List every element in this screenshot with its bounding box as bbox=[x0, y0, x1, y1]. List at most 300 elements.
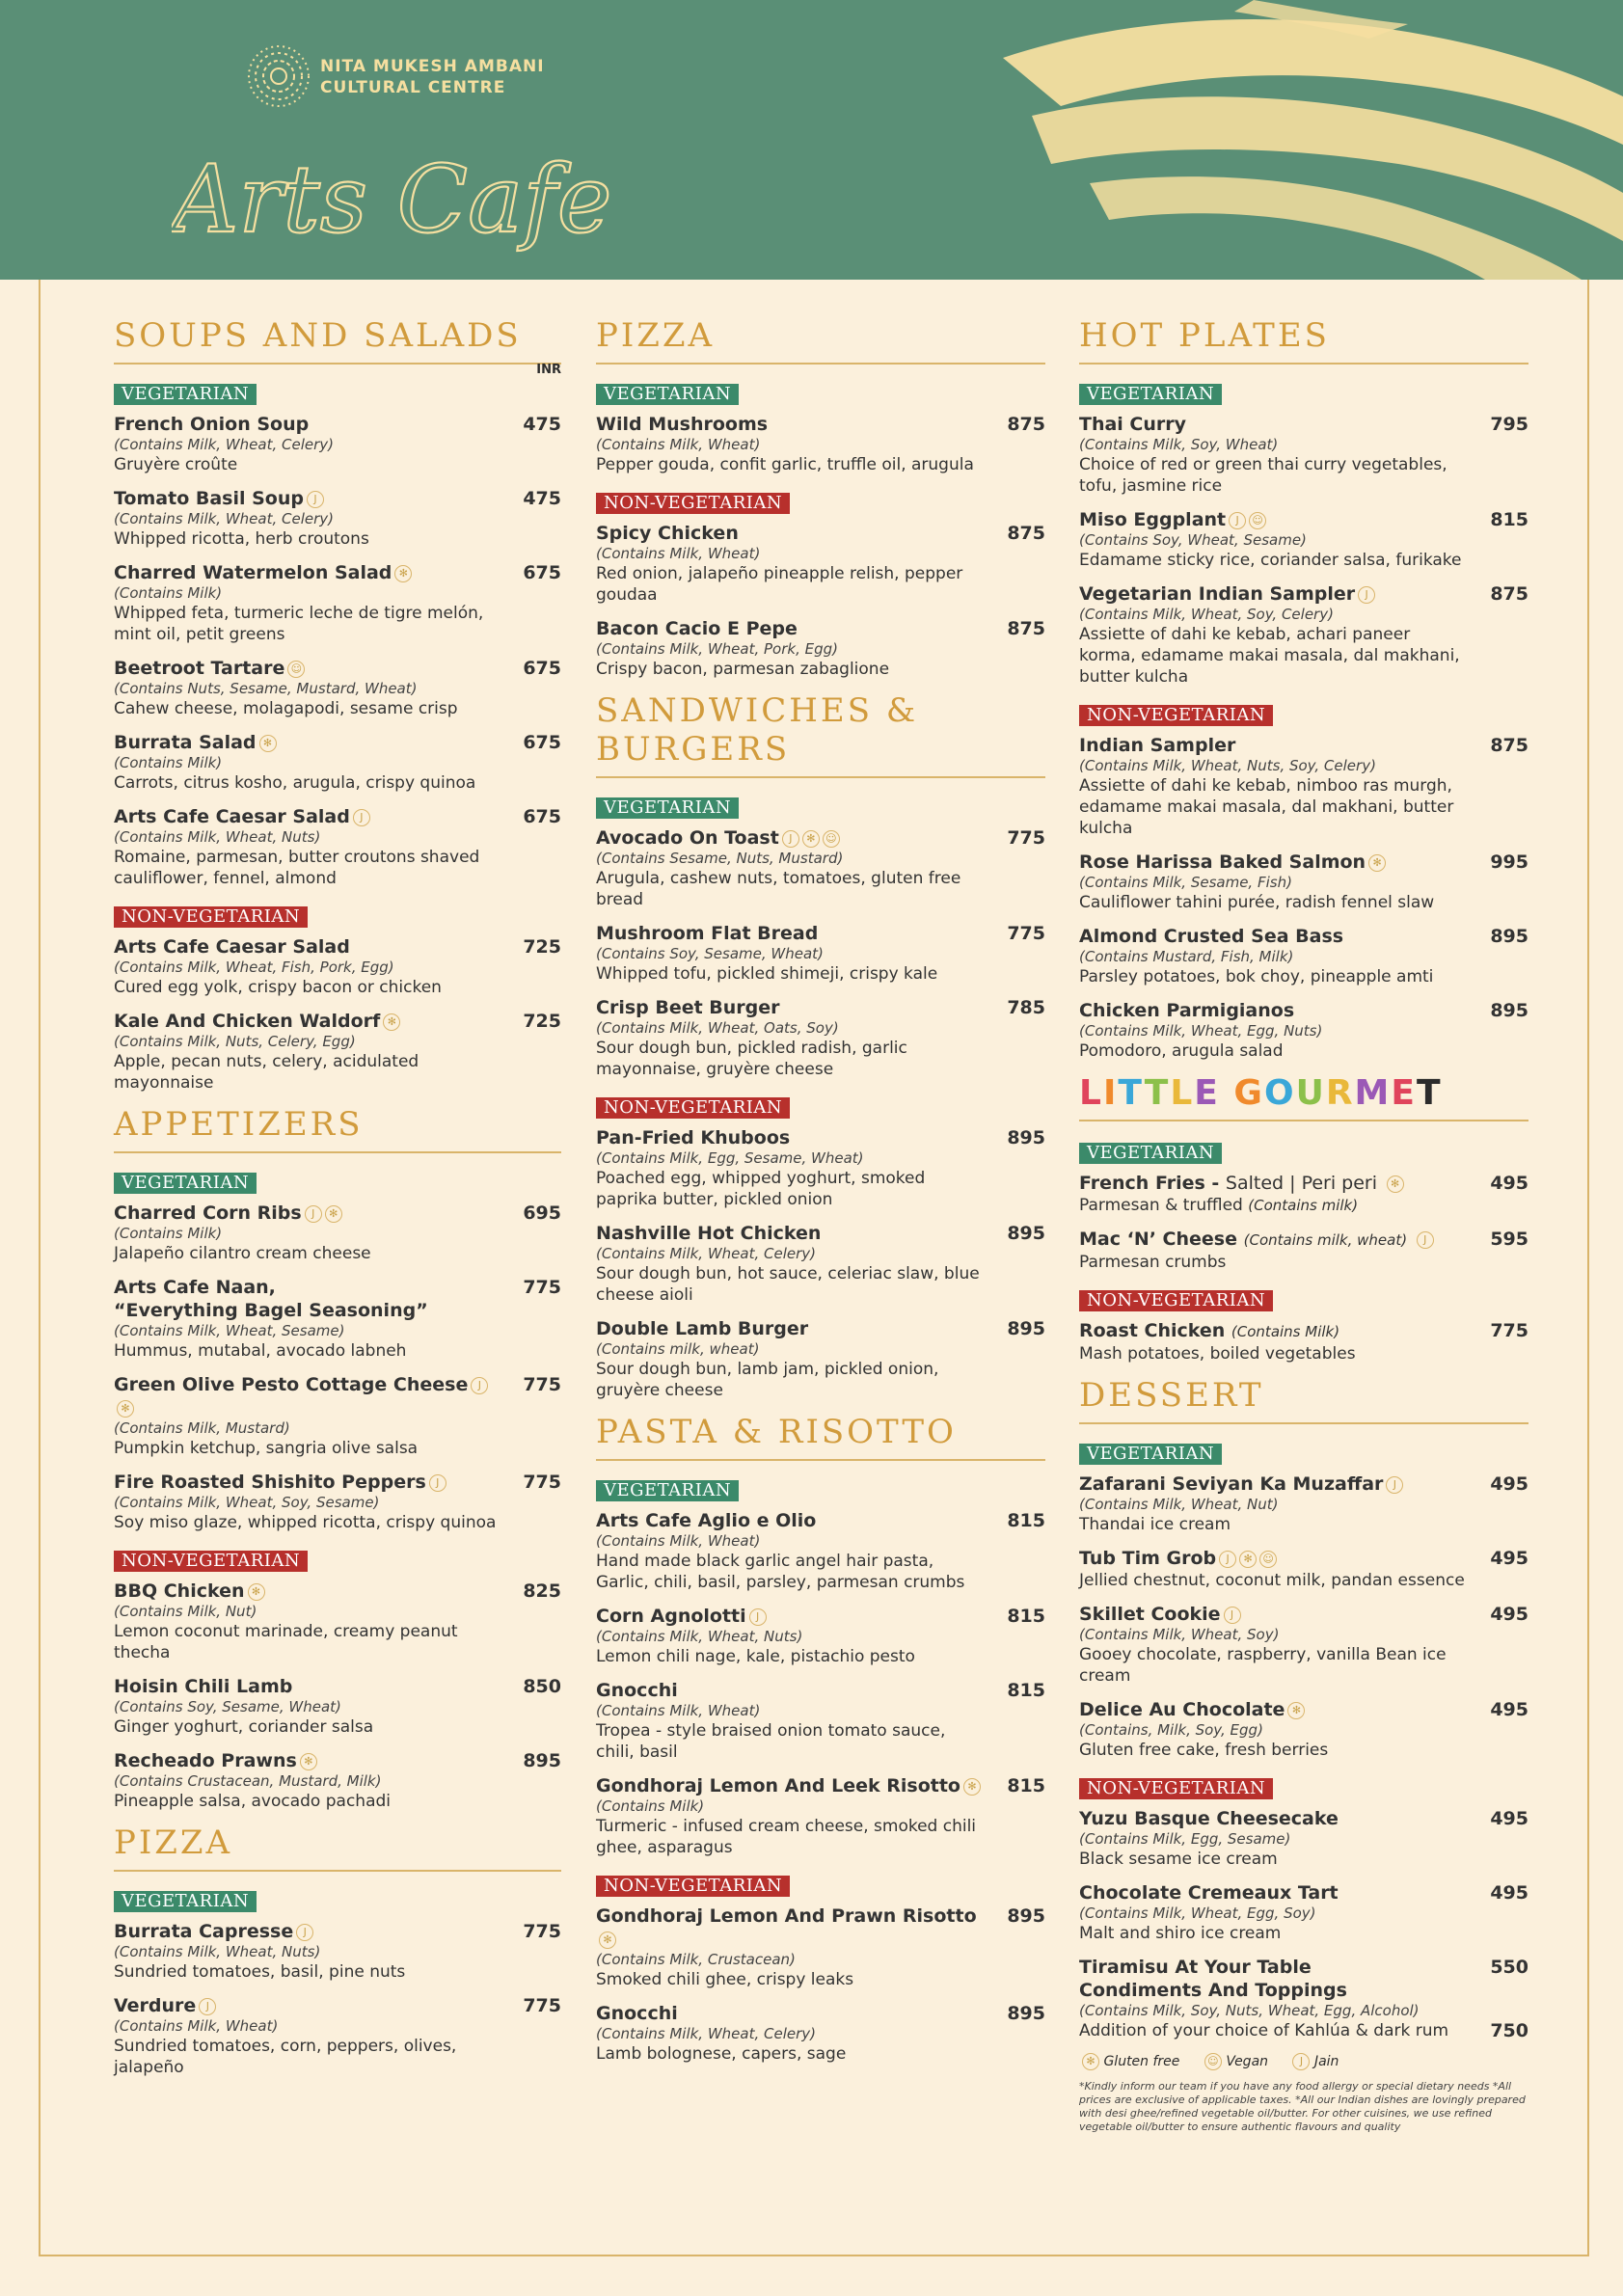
item-name-text: Tomato Basil Soup bbox=[114, 488, 304, 509]
item-contains: (Contains Milk, Wheat, Celery) bbox=[114, 436, 335, 453]
item-name bbox=[1079, 925, 1471, 948]
legend-vegan: Vegan bbox=[1226, 2054, 1269, 2069]
item-name-text: Chocolate Cremeaux Tart bbox=[1079, 1882, 1339, 1904]
item-price: 895 bbox=[1490, 926, 1528, 947]
item-desc-text: Addition of your choice of Kahlúa & dark rum bbox=[1079, 2021, 1449, 2040]
menu-item bbox=[596, 1317, 1045, 1401]
vegetarian-badge: VEGETARIAN bbox=[1079, 1444, 1222, 1465]
item-name-text: Corn Agnolotti bbox=[596, 1606, 746, 1627]
title-letter: M bbox=[1354, 1073, 1392, 1113]
item-contains: (Contains Milk, Wheat, Soy, Sesame) bbox=[114, 1494, 380, 1511]
menu-item bbox=[1079, 1698, 1528, 1761]
lotus-logo-icon bbox=[245, 42, 312, 110]
jain-icon: J bbox=[1292, 2053, 1310, 2070]
menu-item bbox=[596, 1605, 1045, 1667]
item-contains: (Contains Milk, Wheat, Celery) bbox=[114, 510, 335, 527]
vegetarian-badge: VEGETARIAN bbox=[1079, 1143, 1222, 1164]
gluten-free-icon: ✻ bbox=[963, 1778, 981, 1796]
item-price: 725 bbox=[523, 936, 561, 958]
item-name bbox=[596, 1509, 987, 1532]
item-contains: (Contains Nuts, Sesame, Mustard, Wheat) bbox=[114, 680, 418, 697]
item-description: Whipped ricotta, herb croutons bbox=[114, 529, 369, 549]
item-contains: (Contains Milk, Wheat) bbox=[596, 1532, 761, 1550]
item-name bbox=[1079, 734, 1471, 757]
item-contains: (Contains Milk, Soy, Nuts, Wheat, Egg, Alcohol) bbox=[1079, 2002, 1420, 2019]
item-price: 675 bbox=[523, 562, 561, 583]
title-letter: U bbox=[1295, 1073, 1326, 1113]
jain-icon: J bbox=[199, 1998, 216, 2015]
item-name bbox=[114, 731, 503, 754]
item-name-text: Arts Cafe Aglio e Olio bbox=[596, 1510, 817, 1531]
item-name bbox=[1079, 1472, 1471, 1496]
jain-icon: J bbox=[305, 1205, 322, 1223]
item-name-text: Double Lamb Burger bbox=[596, 1318, 809, 1339]
item-name-text: Delice Au Chocolate bbox=[1079, 1699, 1285, 1720]
item-contains: (Contains Crustacean, Mustard, Milk) bbox=[114, 1772, 382, 1790]
menu-item bbox=[1079, 925, 1528, 987]
item-contains: (Contains Milk, Nut) bbox=[114, 1603, 257, 1620]
jain-icon: J bbox=[1224, 1607, 1241, 1624]
item-name-text: Spicy Chicken bbox=[596, 523, 739, 544]
vegan-icon: ☺ bbox=[823, 830, 840, 848]
item-name-text: Gondhoraj Lemon And Prawn Risotto bbox=[596, 1905, 977, 1927]
jain-icon: J bbox=[471, 1377, 488, 1394]
title-letter: O bbox=[1263, 1073, 1296, 1113]
jain-icon: J bbox=[1219, 1551, 1236, 1568]
item-name bbox=[1079, 851, 1471, 874]
item-contains: (Contains Milk, Wheat, Nuts, Soy, Celery) bbox=[1079, 757, 1376, 774]
item-price: 475 bbox=[523, 414, 561, 435]
item-price: 895 bbox=[523, 1750, 561, 1771]
gluten-free-icon: ✻ bbox=[117, 1400, 134, 1418]
gluten-free-icon: ✻ bbox=[383, 1013, 400, 1031]
header-banner bbox=[0, 0, 1623, 280]
item-contains: (Contains Milk, Wheat, Celery) bbox=[596, 2025, 817, 2042]
item-price: 785 bbox=[1007, 997, 1045, 1018]
jain-icon: J bbox=[296, 1924, 313, 1941]
item-price: 875 bbox=[1490, 735, 1528, 756]
title-letter: E bbox=[1194, 1073, 1220, 1113]
menu-list bbox=[596, 413, 1045, 475]
item-contains: (Contains Milk, Wheat, Oats, Soy) bbox=[596, 1019, 839, 1037]
item-name-text: Gondhoraj Lemon And Leek Risotto bbox=[596, 1775, 960, 1796]
vegetarian-badge: VEGETARIAN bbox=[596, 384, 739, 405]
item-description: Whipped tofu, pickled shimeji, crispy kale bbox=[596, 964, 938, 984]
item-price: 895 bbox=[1007, 1318, 1045, 1339]
section-title-pizza: PIZZA bbox=[114, 1823, 561, 1872]
item-description: Sour dough bun, lamb jam, pickled onion, gruyère cheese bbox=[596, 1360, 939, 1400]
item-description: Hand made black garlic angel hair pasta, Garlic, chili, basil, parsley, parmesan crumbs bbox=[596, 1552, 965, 1592]
legend-jain: Jain bbox=[1313, 2054, 1339, 2069]
item-name-text: Charred Watermelon Salad bbox=[114, 562, 392, 583]
non-vegetarian-badge: NON-VEGETARIAN bbox=[1079, 1778, 1273, 1799]
item-description: Cahew cheese, molagapodi, sesame crisp bbox=[114, 699, 458, 718]
column-3 bbox=[1079, 316, 1528, 2134]
vegetarian-badge: VEGETARIAN bbox=[114, 1173, 257, 1194]
brush-stroke-decoration bbox=[945, 0, 1623, 280]
item-name-text: Hoisin Chili Lamb bbox=[114, 1676, 293, 1697]
item-contains: (Contains Milk, Wheat, Fish, Pork, Egg) bbox=[114, 959, 394, 976]
section-title-appetizers: APPETIZERS bbox=[114, 1105, 561, 1153]
brand-line-1: NITA MUKESH AMBANI bbox=[320, 57, 545, 76]
title-letter: T bbox=[1118, 1073, 1145, 1113]
menu-list bbox=[596, 1509, 1045, 1858]
item-description: Parmesan crumbs bbox=[1079, 1253, 1227, 1272]
item-description: Arugula, cashew nuts, tomatoes, gluten free bread bbox=[596, 869, 961, 909]
menu-item bbox=[1079, 582, 1528, 688]
gluten-free-icon: ✻ bbox=[394, 565, 412, 582]
item-contains: (Contains Milk, Wheat, Egg, Soy) bbox=[1079, 1904, 1316, 1922]
item-name-text: Mac ‘N’ Cheese bbox=[1079, 1229, 1237, 1250]
item-description: Tropea - style braised onion tomato sauce, chili, basil bbox=[596, 1721, 946, 1762]
dietary-legend bbox=[1079, 2053, 1528, 2070]
item-price: 775 bbox=[1007, 923, 1045, 944]
item-price: 895 bbox=[1007, 1905, 1045, 1927]
item-description: Thandai ice cream bbox=[1079, 1515, 1231, 1534]
item-name bbox=[596, 1222, 987, 1245]
item-name-text: Arts Cafe Naan, bbox=[114, 1277, 276, 1298]
item-price: 495 bbox=[1490, 1548, 1528, 1569]
gluten-free-icon: ✻ bbox=[1239, 1551, 1257, 1568]
item-price: 875 bbox=[1007, 523, 1045, 544]
item-description: Romaine, parmesan, butter croutons shaved cauliflower, fennel, almond bbox=[114, 848, 480, 888]
item-price: 775 bbox=[523, 1277, 561, 1298]
gluten-free-icon: ✻ bbox=[1387, 1175, 1404, 1193]
item-name-text: Nashville Hot Chicken bbox=[596, 1223, 822, 1244]
item-contains: (Contains Milk, Wheat) bbox=[596, 545, 761, 562]
item-description: Cured egg yolk, crispy bacon or chicken bbox=[114, 978, 442, 997]
item-price: 895 bbox=[1007, 1223, 1045, 1244]
item-name bbox=[596, 617, 987, 640]
jain-icon: J bbox=[307, 491, 324, 508]
item-price: 895 bbox=[1007, 1127, 1045, 1148]
menu-list bbox=[1079, 1472, 1528, 1761]
item-contains: (Contains milk, wheat) bbox=[596, 1340, 760, 1358]
item-description: Gruyère croûte bbox=[114, 455, 238, 474]
non-vegetarian-badge: NON-VEGETARIAN bbox=[596, 1097, 790, 1119]
section-title-hot-plates: HOT PLATES bbox=[1079, 316, 1528, 365]
item-name-text: Chicken Parmigianos bbox=[1079, 1000, 1295, 1021]
item-name bbox=[1079, 1228, 1471, 1252]
item-name bbox=[596, 1317, 987, 1340]
jain-icon: J bbox=[782, 830, 799, 848]
item-price: 550 bbox=[1490, 1957, 1528, 1978]
menu-item bbox=[596, 1509, 1045, 1593]
title-letter: R bbox=[1325, 1073, 1355, 1113]
item-name-text: Burrata Capresse bbox=[114, 1921, 294, 1942]
item-contains: (Contains Milk) bbox=[114, 584, 223, 602]
item-name bbox=[114, 1471, 503, 1494]
item-name bbox=[596, 413, 987, 436]
menu-item bbox=[1079, 1172, 1528, 1216]
title-letter: I bbox=[1102, 1073, 1119, 1113]
item-contains: (Contains Soy, Sesame, Wheat) bbox=[114, 1698, 341, 1715]
item-price: 995 bbox=[1490, 851, 1528, 873]
item-name bbox=[1079, 413, 1471, 436]
item-price: 895 bbox=[1490, 1000, 1528, 1021]
menu-item bbox=[1079, 851, 1528, 913]
item-name-text: French Fries - bbox=[1079, 1173, 1220, 1194]
menu-list bbox=[1079, 734, 1528, 1062]
menu-list bbox=[596, 522, 1045, 680]
gluten-free-icon: ✻ bbox=[599, 1931, 616, 1949]
menu-item bbox=[596, 922, 1045, 985]
menu-item bbox=[114, 1580, 561, 1663]
item-name-text: Skillet Cookie bbox=[1079, 1604, 1221, 1625]
menu-item bbox=[596, 522, 1045, 606]
item-description: Edamame sticky rice, coriander salsa, furikake bbox=[1079, 551, 1462, 570]
item-description: Crispy bacon, parmesan zabaglione bbox=[596, 660, 890, 679]
item-contains: (Contains Milk, Wheat) bbox=[596, 1702, 761, 1719]
item-contains: (Contains Milk, Wheat, Soy, Celery) bbox=[1079, 606, 1334, 623]
non-vegetarian-badge: NON-VEGETARIAN bbox=[1079, 1290, 1273, 1311]
non-vegetarian-badge: NON-VEGETARIAN bbox=[114, 906, 308, 928]
menu-item bbox=[114, 1010, 561, 1094]
vegetarian-badge: VEGETARIAN bbox=[1079, 384, 1222, 405]
jain-icon: J bbox=[429, 1474, 446, 1492]
item-name bbox=[596, 1679, 987, 1702]
item-price: 775 bbox=[523, 1374, 561, 1395]
item-description: Lemon chili nage, kale, pistachio pesto bbox=[596, 1647, 915, 1666]
menu-item bbox=[114, 487, 561, 550]
item-description: Sundried tomatoes, corn, peppers, olives, jalapeño bbox=[114, 2037, 457, 2077]
menu-item bbox=[114, 1749, 561, 1812]
item-name bbox=[1079, 1172, 1471, 1195]
item-name: Tiramisu At Your Table bbox=[1079, 1957, 1312, 1978]
item-name-text: Arts Cafe Caesar Salad bbox=[114, 936, 350, 958]
menu-item bbox=[596, 1679, 1045, 1763]
section-title-pizza: PIZZA bbox=[596, 316, 1045, 365]
item-price: 495 bbox=[1490, 1604, 1528, 1625]
item-contains: (Contains Milk) bbox=[114, 754, 223, 771]
menu-list bbox=[1079, 413, 1528, 688]
item-description: Choice of red or green thai curry vegetables, tofu, jasmine rice bbox=[1079, 455, 1447, 496]
vegan-icon: ☺ bbox=[1249, 512, 1266, 529]
section-title-pasta-risotto: PASTA & RISOTTO bbox=[596, 1413, 1045, 1461]
item-contains: (Contains Milk) bbox=[114, 1225, 223, 1242]
item-contains: (Contains Milk, Wheat) bbox=[596, 436, 761, 453]
item-description: Carrots, citrus kosho, arugula, crispy quinoa bbox=[114, 773, 476, 793]
item-description: Mash potatoes, boiled vegetables bbox=[1079, 1344, 1356, 1364]
footnote: *Kindly inform our team if you have any food allergy or special dietary needs *All prices are exclusive of applicable taxes. *All our Indian dishes are lovingly prepared with desi ghee/refined vegetable oil/butter. For other cuisines, we use refined vegetable oil/butter to ensure authentic flavours and quality bbox=[1079, 2080, 1526, 2133]
item-name bbox=[1079, 1807, 1471, 1830]
menu-item bbox=[114, 1471, 561, 1533]
cafe-title-text: Arts Cafe bbox=[172, 146, 612, 254]
title-letter: E bbox=[1391, 1073, 1417, 1113]
gluten-free-icon: ✻ bbox=[325, 1205, 342, 1223]
item-name-text: Charred Corn Ribs bbox=[114, 1202, 302, 1224]
item-contains: (Contains Mustard, Fish, Milk) bbox=[1079, 948, 1294, 965]
item-name-text: Zafarani Seviyan Ka Muzaffar bbox=[1079, 1473, 1384, 1495]
item-name bbox=[596, 1904, 987, 1951]
item-price: 775 bbox=[523, 1921, 561, 1942]
item-description: Gluten free cake, fresh berries bbox=[1079, 1741, 1329, 1760]
item-name-line-2: Condiments And Toppings bbox=[1079, 1980, 1347, 2001]
item-contains: (Contains Milk, Soy, Wheat) bbox=[1079, 436, 1279, 453]
menu-item bbox=[1079, 1319, 1528, 1364]
menu-item bbox=[596, 1126, 1045, 1210]
item-name bbox=[596, 2002, 987, 2025]
item-description: Parsley potatoes, bok choy, pineapple amti bbox=[1079, 967, 1434, 986]
item-price: 825 bbox=[523, 1580, 561, 1602]
item-name bbox=[1079, 1319, 1471, 1343]
item-price: 815 bbox=[1007, 1606, 1045, 1627]
item-name bbox=[114, 561, 503, 584]
item-description: Jalapeño cilantro cream cheese bbox=[114, 1244, 371, 1263]
item-name-text: Gnocchi bbox=[596, 1680, 678, 1701]
item-name-text: Thai Curry bbox=[1079, 414, 1187, 435]
menu-item bbox=[596, 1774, 1045, 1858]
menu-item bbox=[596, 1222, 1045, 1306]
item-name-text: BBQ Chicken bbox=[114, 1580, 245, 1602]
item-name bbox=[596, 1774, 987, 1797]
jain-icon: J bbox=[749, 1608, 767, 1626]
item-price: 675 bbox=[523, 806, 561, 827]
item-description: Sour dough bun, pickled radish, garlic mayonnaise, gruyère cheese bbox=[596, 1039, 907, 1079]
item-price: 495 bbox=[1490, 1882, 1528, 1904]
menu-item bbox=[596, 413, 1045, 475]
column-1 bbox=[114, 316, 561, 2090]
item-contains: (Contains Milk, Wheat, Soy) bbox=[1079, 1626, 1280, 1643]
item-name bbox=[596, 1126, 987, 1149]
item-name bbox=[1079, 999, 1471, 1022]
item-description: Pumpkin ketchup, sangria olive salsa bbox=[114, 1439, 419, 1458]
item-description: Sour dough bun, hot sauce, celeriac slaw, blue cheese aioli bbox=[596, 1264, 980, 1305]
item-name bbox=[1079, 1698, 1471, 1721]
gluten-free-icon: ✻ bbox=[259, 735, 277, 752]
item-contains: (Contains Milk, Wheat, Nuts) bbox=[114, 1943, 321, 1960]
item-price: 495 bbox=[1490, 1808, 1528, 1829]
menu-list bbox=[114, 1920, 561, 2078]
menu-item bbox=[114, 1675, 561, 1738]
item-name-text: Almond Crusted Sea Bass bbox=[1079, 926, 1344, 947]
item-name bbox=[1079, 582, 1471, 606]
item-description: Jellied chestnut, coconut milk, pandan essence bbox=[1079, 1571, 1465, 1590]
item-price: 695 bbox=[523, 1202, 561, 1224]
item-contains: (Contains Milk, Egg, Sesame) bbox=[1079, 1830, 1291, 1848]
title-letter: L bbox=[1079, 1073, 1103, 1113]
item-price: 875 bbox=[1007, 618, 1045, 639]
menu-item bbox=[114, 1202, 561, 1264]
menu-item bbox=[1079, 1956, 1528, 2041]
item-contains: (Contains Milk) bbox=[1231, 1323, 1340, 1340]
item-description: Pepper gouda, confit garlic, truffle oil, arugula bbox=[596, 455, 974, 474]
title-letter: L bbox=[1170, 1073, 1195, 1113]
item-description: Smoked chili ghee, crispy leaks bbox=[596, 1970, 854, 1989]
item-contains: (Contains Milk, Wheat, Nuts) bbox=[114, 828, 321, 846]
title-letter: T bbox=[1416, 1073, 1443, 1113]
item-name bbox=[596, 922, 987, 945]
item-contains: (Contains Milk, Crustacean) bbox=[596, 1951, 796, 1968]
item-name bbox=[596, 996, 987, 1019]
item-description: Black sesame ice cream bbox=[1079, 1850, 1278, 1869]
item-description bbox=[1079, 2020, 1528, 2041]
menu-item bbox=[1079, 413, 1528, 497]
section-title-text: SOUPS AND SALADS bbox=[114, 316, 522, 355]
brand-name bbox=[320, 56, 545, 98]
item-name bbox=[1079, 1881, 1471, 1904]
section-title-sandwiches-burgers: SANDWICHES & BURGERS bbox=[596, 691, 1045, 778]
item-name bbox=[114, 1373, 503, 1419]
item-name-text: Roast Chicken bbox=[1079, 1320, 1226, 1341]
gluten-free-icon: ✻ bbox=[1368, 854, 1386, 872]
item-contains: (Contains Milk, Wheat, Celery) bbox=[596, 1245, 817, 1262]
item-name-text: Indian Sampler bbox=[1079, 735, 1236, 756]
vegetarian-badge: VEGETARIAN bbox=[596, 1480, 739, 1501]
gluten-free-icon: ✻ bbox=[1082, 2053, 1099, 2070]
item-contains: (Contains Milk, Wheat) bbox=[114, 2017, 279, 2035]
item-name bbox=[114, 1675, 503, 1698]
item-name bbox=[1079, 508, 1471, 531]
menu-item bbox=[1079, 734, 1528, 839]
item-name-text: Wild Mushrooms bbox=[596, 414, 769, 435]
item-contains: (Contains Milk, Mustard) bbox=[114, 1419, 290, 1437]
item-name bbox=[114, 657, 503, 680]
menu-item bbox=[114, 1920, 561, 1983]
item-description: Malt and shiro ice cream bbox=[1079, 1924, 1282, 1943]
menu-item bbox=[114, 1373, 561, 1459]
brand-line-2: CULTURAL CENTRE bbox=[320, 78, 506, 97]
gluten-free-icon: ✻ bbox=[300, 1753, 317, 1770]
item-name-text: Vegetarian Indian Sampler bbox=[1079, 583, 1356, 605]
vegetarian-badge: VEGETARIAN bbox=[596, 797, 739, 819]
item-contains: (Contains Milk, Egg, Sesame, Wheat) bbox=[596, 1149, 864, 1167]
item-price: 495 bbox=[1490, 1473, 1528, 1495]
item-name-text: Yuzu Basque Cheesecake bbox=[1079, 1808, 1339, 1829]
non-vegetarian-badge: NON-VEGETARIAN bbox=[1079, 705, 1273, 726]
item-contains: (Contains milk) bbox=[1248, 1197, 1359, 1214]
item-price: 675 bbox=[523, 732, 561, 753]
item-contains: (Contains Milk, Wheat, Sesame) bbox=[114, 1322, 345, 1339]
menu-list bbox=[114, 1202, 561, 1533]
jain-icon: J bbox=[1417, 1231, 1434, 1249]
menu-item bbox=[1079, 1807, 1528, 1870]
item-name bbox=[114, 935, 503, 959]
item-price: 595 bbox=[1490, 1229, 1528, 1250]
section-title-dessert: DESSERT bbox=[1079, 1376, 1528, 1424]
vegetarian-badge: VEGETARIAN bbox=[114, 384, 257, 405]
menu-item bbox=[114, 731, 561, 794]
item-price: 815 bbox=[1007, 1680, 1045, 1701]
menu-item bbox=[114, 935, 561, 998]
item-name-text: Verdure bbox=[114, 1995, 197, 2016]
title-letter: T bbox=[1144, 1073, 1171, 1113]
item-name-text: Avocado On Toast bbox=[596, 827, 779, 849]
section-title-soups-salads bbox=[114, 316, 561, 377]
column-2 bbox=[596, 316, 1045, 2076]
item-name-text: Arts Cafe Caesar Salad bbox=[114, 806, 350, 827]
item-price: 815 bbox=[1007, 1510, 1045, 1531]
jain-icon: J bbox=[1358, 586, 1375, 604]
item-price: 815 bbox=[1490, 509, 1528, 530]
item-description: Whipped feta, turmeric leche de tigre melón, mint oil, petit greens bbox=[114, 604, 484, 644]
item-description: Lemon coconut marinade, creamy peanut thecha bbox=[114, 1622, 458, 1662]
item-name bbox=[114, 1276, 503, 1299]
menu-item bbox=[1079, 1547, 1528, 1591]
item-name-text: Kale And Chicken Waldorf bbox=[114, 1011, 381, 1032]
item-description: Gooey chocolate, raspberry, vanilla Bean ice cream bbox=[1079, 1645, 1447, 1686]
item-contains: (Contains Milk, Sesame, Fish) bbox=[1079, 874, 1292, 891]
gluten-free-icon: ✻ bbox=[802, 830, 820, 848]
item-contains: (Contains Milk, Nuts, Celery, Egg) bbox=[114, 1033, 356, 1050]
gluten-free-icon: ✻ bbox=[1287, 1702, 1305, 1719]
menu-item bbox=[596, 1904, 1045, 1990]
item-name-text: Burrata Salad bbox=[114, 732, 257, 753]
item-description: Red onion, jalapeño pineapple relish, pepper goudaa bbox=[596, 564, 963, 605]
legend-gluten-free: Gluten free bbox=[1103, 2054, 1180, 2069]
menu-item bbox=[1079, 1472, 1528, 1535]
item-name-text: Miso Eggplant bbox=[1079, 509, 1227, 530]
